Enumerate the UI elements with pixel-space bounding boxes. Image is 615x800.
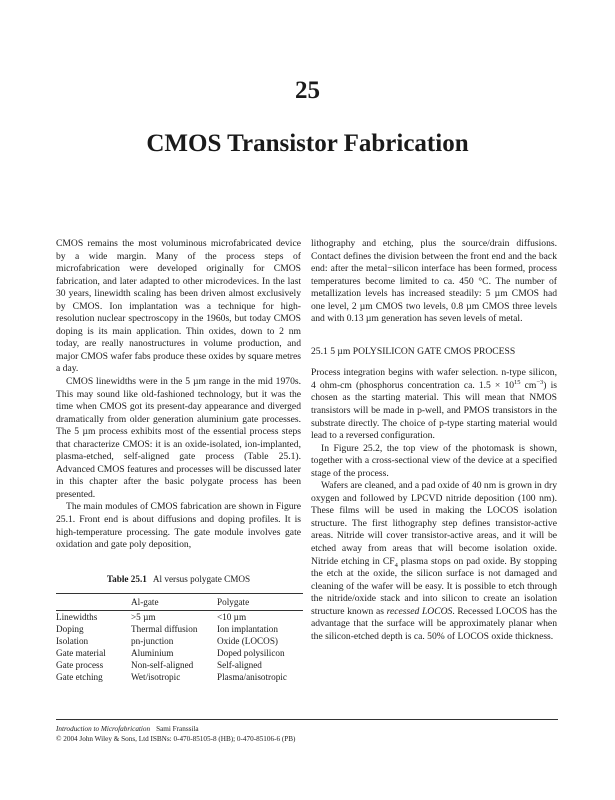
table-caption-text: Al versus polygate CMOS <box>152 573 251 584</box>
comparison-table <box>56 593 303 683</box>
table-cell: <10 µm <box>217 612 247 623</box>
table-cell: Non-self-aligned <box>131 660 194 671</box>
footer-copyright: © 2004 John Wiley & Sons, Ltd ISBNs: 0-470-85105-8 (HB); 0-470-85106-6 (PB) <box>56 735 296 743</box>
paragraph <box>311 480 557 643</box>
table-cell: Plasma/anisotropic <box>217 672 287 683</box>
text-run: plasma stops on pad oxide. By stopping the etch at the oxide, the silicon surface is not damaged and cleaning of the wafer will be easy. It is possible to etch through the nitride/oxide stack and into silicon to create an isolation structure known as <box>311 555 557 617</box>
emphasis: recessed LOCOS <box>386 605 453 617</box>
table-row <box>56 623 303 635</box>
text-run: ) is chosen as the starting material. This will mean that NMOS transistors will be made in p-well, and PMOS transistors in the substrate directly. The choice of p-type starting material would lead to a reversed configuration. <box>311 379 557 442</box>
table-row <box>56 611 303 624</box>
table-cell: Wet/isotropic <box>131 672 181 683</box>
table-label: Table 25.1 <box>106 573 147 584</box>
table-row <box>56 659 303 671</box>
subscript: 4 <box>394 561 398 569</box>
text-run: Wafers are cleaned, and a pad oxide of 40 nm is grown in dry oxygen and followed by LPCVD nitride deposition (100 nm). These films will be used in making the LOCOS isolation structure. The first lithography step defines transistor-active areas. Nitride will cover transistor-active areas, and it will be etched away from areas that will become isolation oxide. Nitride etching in CF <box>311 480 557 567</box>
chapter-number: 25 <box>295 77 320 104</box>
superscript: −3 <box>536 378 544 386</box>
paragraph <box>311 367 557 442</box>
section-heading: 25.1 5 µm POLYSILICON GATE CMOS PROCESS <box>311 345 516 357</box>
table-row <box>56 635 303 647</box>
table-cell: pn-junction <box>131 636 174 647</box>
footer-line <box>56 724 295 734</box>
table-cell: Oxide (LOCOS) <box>217 636 278 647</box>
page-footer <box>56 724 295 744</box>
table-cell: Doped polysilicon <box>217 648 285 659</box>
table-cell: Gate material <box>56 648 106 659</box>
paragraph: CMOS linewidths were in the 5 µm range in the mid 1970s. This may sound like old-fashioned technology, but it was the time when CMOS got its present-day appearance and diverged dramatically from older generation aluminium gate processes. The 5 µm process exhibits most of the essential process steps that characterize CMOS: it is an oxide-isolated, ion-implanted, plasma-etched, self-aligned gate process (Table 25.1). Advanced CMOS features and processes will be discussed later in this chapter after the basic polygate process has been presented. <box>56 376 301 500</box>
paragraph: CMOS remains the most voluminous microfabricated device by a wide margin. Many of the process steps of microfabrication were developed originally for CMOS fabrication, and later adapted to other microdevices. In the last 30 years, linewidth scaling has been driven almost exclusively by CMOS. Ion implantation was a technique for high-resolution nuclear spectroscopy in the 1960s, but today CMOS doping is its main application. Thin oxides, down to 2 nm today, are really nanostructures in volume production, and major CMOS wafer fabs produce these oxides by square metres a day. <box>56 238 301 375</box>
table-header-cell: Al-gate <box>131 594 217 611</box>
superscript: 15 <box>514 378 521 386</box>
text-run: lithography and etching, plus the source/drain diffusions. Contact defines the division between the front end and the back end: after the metal−silicon interface has been formed, process temperatures become limited to ca. 450 <box>311 238 557 287</box>
table-header-cell: Polygate <box>217 594 303 611</box>
text-run: . Recessed LOCOS has the advantage that the surface will be approximately planar when the silicon-etched depth is ca. 50% of LOCOS oxide thickness. <box>311 605 557 642</box>
text-run: Process integration begins with wafer selection. n-type silicon, 4 ohm-cm (phosphorus concentration ca. 1.5 × 10 <box>311 367 557 391</box>
footer-book-title: Introduction to Microfabrication <box>56 725 151 733</box>
table-header-row <box>56 594 303 611</box>
table-cell: Gate etching <box>56 672 103 683</box>
text-run: cm <box>520 379 537 391</box>
right-column <box>311 238 557 643</box>
left-column <box>56 238 301 683</box>
text-run: . The number of metallization levels has increased steadily: 5 µm CMOS had one level, 2 µm CMOS two levels, 0.8 µm CMOS three levels and with 0.13 µm generation has seven levels of metal. <box>311 275 557 325</box>
table-cell: Aluminium <box>131 648 174 659</box>
table-cell: Doping <box>56 624 84 635</box>
table-cell: Self-aligned <box>217 660 262 671</box>
paragraph: The main modules of CMOS fabrication are shown in Figure 25.1. Front end is about diffusions and doping profiles. It is high-temperature processing. The gate module involves gate oxidation and gate poly deposition, <box>56 501 301 551</box>
table-cell: Isolation <box>56 636 89 647</box>
table-cell: Gate process <box>56 660 104 671</box>
table-cell: Ion implantation <box>217 624 278 635</box>
footer-author: Sami Franssila <box>156 725 199 733</box>
table-header-cell <box>56 594 131 611</box>
chapter-title: CMOS Transistor Fabrication <box>146 130 469 157</box>
paragraph <box>311 238 557 326</box>
table-row <box>56 647 303 659</box>
table-cell: Thermal diffusion <box>131 624 198 635</box>
paragraph: In Figure 25.2, the top view of the photomask is shown, together with a cross-sectional view of the device at a specified stage of the process. <box>311 442 557 479</box>
text-run: °C <box>478 275 489 287</box>
footer-divider <box>56 719 558 720</box>
table-cell: Linewidths <box>56 612 98 623</box>
table-caption <box>56 573 301 586</box>
table-cell: >5 µm <box>131 612 156 623</box>
table-row <box>56 671 303 683</box>
